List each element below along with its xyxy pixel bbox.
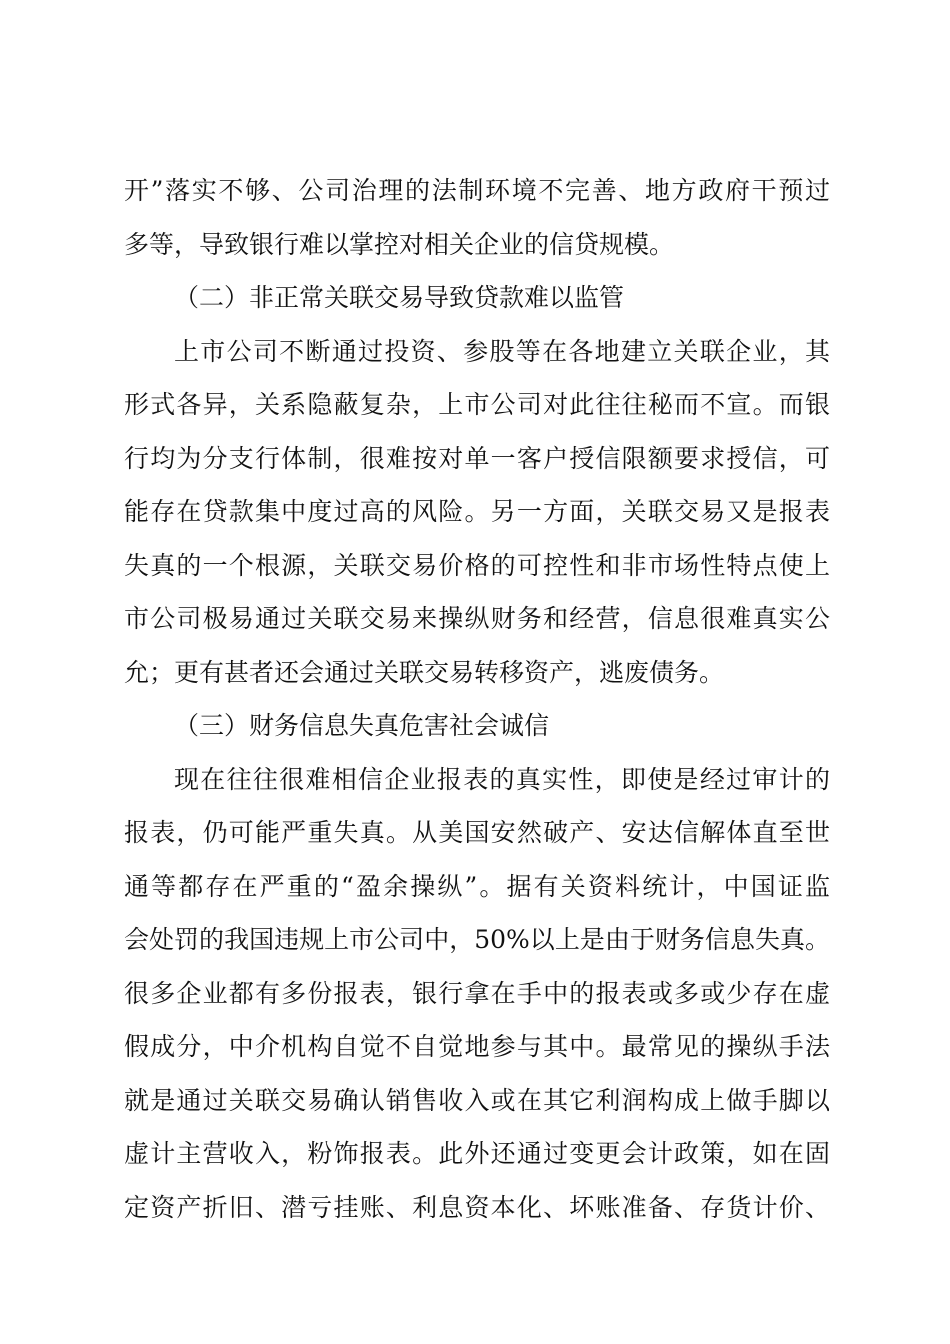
section-heading: （三）财务信息失真危害社会诚信	[174, 711, 550, 740]
text-line: 行均为分支行体制，很难按对单一客户授信限额要求授信，可	[124, 443, 830, 473]
text-line: 市公司极易通过关联交易来操纵财务和经营，信息很难真实公	[124, 604, 830, 633]
text-line: 允；更有甚者还会通过关联交易转移资产，逃废债务。	[124, 657, 725, 687]
text-line: 报表，仍可能严重失真。从美国安然破产、安达信解体直至世	[124, 818, 830, 847]
text-line: 形式各异，关系隐蔽复杂，上市公司对此往往秘而不宣。而银	[124, 390, 830, 419]
text-line: 就是通过关联交易确认销售收入或在其它利润构成上做手脚以	[124, 1085, 830, 1115]
text-line: 很多企业都有多份报表，银行拿在手中的报表或多或少存在虚	[124, 978, 830, 1008]
text-line: 能存在贷款集中度过高的风险。另一方面，关联交易又是报表	[124, 497, 830, 526]
text-line: 现在往往很难相信企业报表的真实性，即使是经过审计的	[174, 764, 830, 794]
text-line: 会处罚的我国违规上市公司中，50%以上是由于财务信息失真。	[124, 925, 830, 954]
text-line: 开”落实不够、公司治理的法制环境不完善、地方政府干预过	[124, 176, 830, 205]
text-line: 虚计主营收入，粉饰报表。此外还通过变更会计政策，如在固	[124, 1139, 830, 1168]
text-line: 多等，导致银行难以掌控对相关企业的信贷规模。	[124, 229, 675, 259]
section-heading: （二）非正常关联交易导致贷款难以监管	[174, 283, 625, 312]
text-line: 通等都存在严重的“盈余操纵”。据有关资料统计，中国证监	[124, 871, 830, 901]
document-page	[124, 164, 830, 1234]
text-line: 失真的一个根源，关联交易价格的可控性和非市场性特点使上	[124, 550, 830, 580]
text-line: 定资产折旧、潜亏挂账、利息资本化、坏账准备、存货计价、	[124, 1192, 830, 1222]
text-line: 上市公司不断通过投资、参股等在各地建立关联企业，其	[174, 336, 830, 366]
text-line: 假成分，中介机构自觉不自觉地参与其中。最常见的操纵手法	[124, 1032, 830, 1061]
